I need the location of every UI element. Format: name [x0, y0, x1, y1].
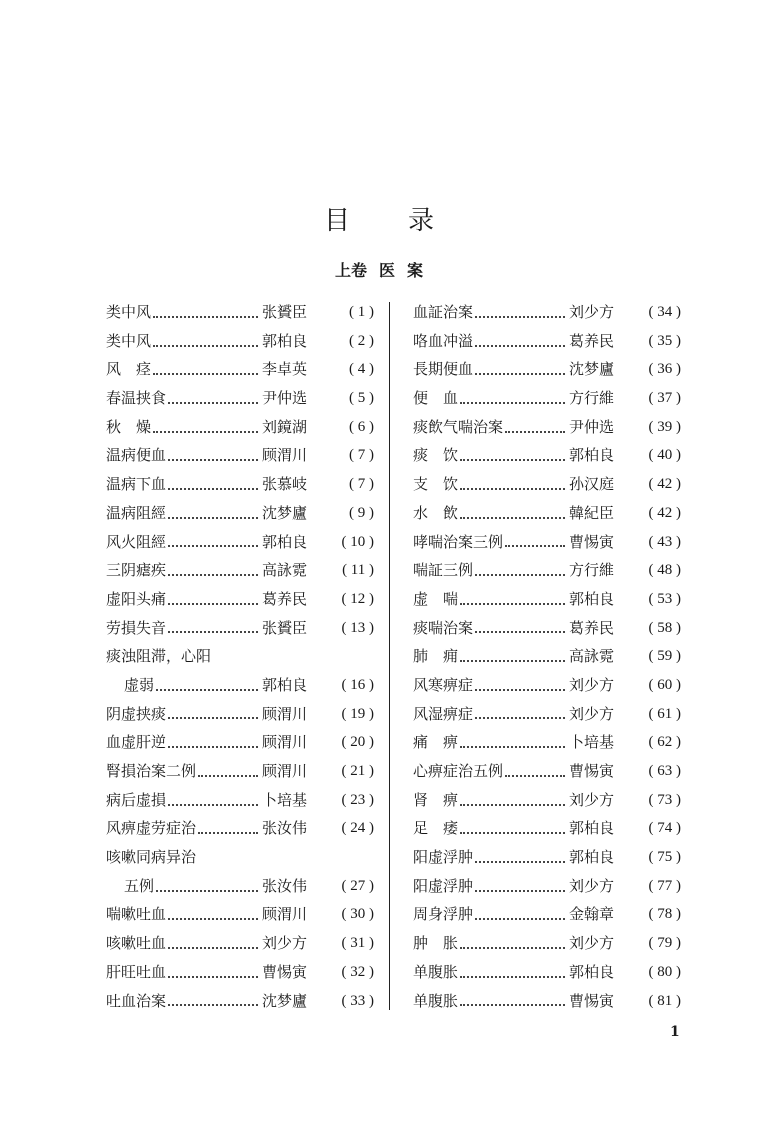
toc-entry-page: ( 30 )	[341, 906, 374, 923]
toc-entry[interactable]	[106, 470, 374, 499]
dot-leader	[156, 889, 258, 892]
toc-right-column	[413, 298, 681, 1015]
toc-entry-page: ( 27 )	[341, 877, 374, 894]
dot-leader	[168, 458, 258, 461]
toc-entry-author: 张贇臣	[262, 618, 308, 637]
toc-entry-title: 五例	[124, 876, 155, 895]
toc-entry-title: 痰浊阻滞，心阳	[106, 647, 212, 666]
section-word-2: 案	[407, 261, 424, 280]
toc-entry-author: 沈梦廬	[262, 991, 308, 1010]
toc-entry[interactable]	[413, 499, 681, 528]
toc-entry-title: 温病阻經	[106, 503, 167, 522]
toc-entry[interactable]	[413, 786, 681, 815]
dot-leader	[460, 946, 565, 949]
dot-leader	[505, 544, 565, 547]
dot-leader	[460, 516, 565, 519]
toc-entry[interactable]	[106, 872, 374, 901]
toc-entry-page: ( 36 )	[648, 361, 681, 378]
toc-entry-author: 曹惕寅	[569, 991, 615, 1010]
toc-entry[interactable]	[413, 556, 681, 585]
dot-leader	[198, 774, 258, 777]
toc-entry-page: ( 39 )	[648, 418, 681, 435]
toc-entry-title: 腎損治案二例	[106, 762, 197, 780]
toc-entry-author: 金翰章	[569, 905, 615, 924]
dot-leader	[475, 889, 565, 892]
toc-entry-author: 方行維	[569, 561, 615, 580]
toc-entry-page: ( 74 )	[648, 820, 681, 837]
toc-entry-page: ( 4 )	[349, 361, 374, 378]
toc-entry-title: 阴虚挟痰	[106, 704, 167, 723]
dot-leader	[460, 487, 565, 490]
dot-leader	[475, 344, 565, 347]
toc-entry[interactable]	[413, 642, 681, 671]
toc-entry[interactable]	[413, 728, 681, 757]
toc-entry-page: ( 10 )	[341, 533, 374, 550]
toc-entry[interactable]	[106, 786, 374, 815]
page-title	[0, 200, 758, 237]
toc-entry[interactable]	[106, 384, 374, 413]
toc-entry-title: 喘証三例	[413, 561, 474, 580]
section-volume: 上卷	[334, 261, 367, 280]
toc-entry-title: 单腹胀	[413, 991, 459, 1010]
toc-entry-title: 劳損失音	[106, 618, 167, 637]
toc-entry[interactable]	[106, 642, 374, 671]
toc-entry[interactable]	[413, 528, 681, 557]
toc-entry-author: 郭柏良	[569, 848, 615, 867]
toc-entry-title: 便 血	[413, 389, 459, 408]
dot-leader	[475, 372, 565, 375]
toc-entry[interactable]	[413, 614, 681, 643]
toc-entry-author: 郭柏良	[569, 819, 615, 838]
toc-entry-title: 血証治案	[413, 303, 474, 321]
toc-entry-author: 刘少方	[569, 303, 615, 321]
toc-entry-author: 高詠霓	[569, 647, 615, 666]
toc-entry-page: ( 40 )	[648, 447, 681, 464]
toc-entry-title: 咯血冲溢	[413, 331, 474, 350]
toc-entry-title: 虚弱	[124, 675, 155, 694]
toc-entry-title: 风寒痹症	[413, 675, 474, 694]
toc-entry-page: ( 60 )	[648, 676, 681, 693]
toc-entry[interactable]	[413, 872, 681, 901]
toc-entry-title: 三阴瘧疾	[106, 561, 167, 580]
toc-entry[interactable]	[106, 958, 374, 987]
toc-entry-title: 足 痿	[413, 819, 459, 838]
toc-entry[interactable]	[106, 900, 374, 929]
toc-entry-page: ( 33 )	[341, 992, 374, 1009]
dot-leader	[460, 401, 565, 404]
section-word-1: 医	[378, 261, 395, 280]
toc-entry-author: 刘少方	[569, 790, 615, 809]
dot-leader	[168, 487, 258, 490]
toc-entry-page: ( 63 )	[648, 763, 681, 779]
toc-entry-page: ( 59 )	[648, 648, 681, 665]
toc-entry[interactable]	[106, 413, 374, 442]
toc-entry-author: 郭柏良	[569, 446, 615, 465]
dot-leader	[460, 803, 565, 806]
toc-entry-title: 痰喘治案	[413, 618, 474, 637]
toc-entry-title: 肝旺吐血	[106, 962, 167, 981]
dot-leader	[168, 602, 258, 605]
toc-entry-title: 温病便血	[106, 446, 167, 465]
toc-entry-author: 张汝伟	[262, 819, 308, 838]
toc-entry-title: 阳虚浮肿	[413, 848, 474, 867]
toc-entry-author: 刘少方	[569, 704, 615, 723]
toc-entry[interactable]	[413, 327, 681, 356]
toc-entry-title: 喘嗽吐血	[106, 905, 167, 924]
toc-entry-author: 郭柏良	[262, 331, 308, 350]
toc-entry-page: ( 81 )	[648, 992, 681, 1009]
dot-leader	[475, 688, 565, 691]
dot-leader	[156, 688, 258, 691]
page-number: 1	[670, 1024, 680, 1040]
toc-entry[interactable]	[106, 499, 374, 528]
toc-entry[interactable]	[106, 327, 374, 356]
toc-entry-page: ( 48 )	[648, 562, 681, 579]
toc-entry[interactable]	[106, 585, 374, 614]
toc-entry[interactable]	[413, 413, 681, 442]
toc-entry-author: 方行維	[569, 389, 615, 408]
toc-entry[interactable]	[106, 929, 374, 958]
toc-entry-author: 郭柏良	[262, 675, 308, 694]
toc-entry-page: ( 79 )	[648, 935, 681, 952]
toc-entry[interactable]	[413, 671, 681, 700]
toc-entry-author: 卜培基	[262, 790, 308, 809]
toc-entry-title: 咳嗽吐血	[106, 934, 167, 953]
toc-entry-page: ( 61 )	[648, 705, 681, 722]
dot-leader	[198, 831, 258, 834]
dot-leader	[168, 745, 258, 748]
dot-leader	[475, 315, 565, 318]
toc-entry-page: ( 13 )	[341, 619, 374, 636]
toc-entry-author: 郭柏良	[262, 532, 308, 551]
dot-leader	[460, 831, 565, 834]
toc-left-column	[106, 298, 374, 1015]
toc-entry[interactable]	[413, 900, 681, 929]
dot-leader	[475, 630, 565, 633]
toc-entry-author: 尹仲选	[262, 389, 308, 408]
toc-entry[interactable]	[106, 757, 374, 786]
toc-entry-title: 病后虚損	[106, 790, 167, 809]
toc-entry-title: 哮喘治案三例	[413, 532, 504, 551]
toc-entry[interactable]	[106, 700, 374, 729]
toc-entry[interactable]	[106, 528, 374, 557]
toc-entry-title: 血虚肝逆	[106, 733, 167, 752]
toc-entry[interactable]	[106, 298, 374, 327]
title-char-2: 录	[408, 206, 435, 236]
toc-entry-author: 刘少方	[262, 934, 308, 953]
toc-entry-page: ( 5 )	[349, 390, 374, 407]
toc-entry-page: ( 19 )	[341, 705, 374, 722]
toc-entry[interactable]	[413, 298, 681, 327]
dot-leader	[168, 946, 258, 949]
toc-entry[interactable]	[106, 987, 374, 1016]
toc-entry-title: 咳嗽同病异治	[106, 848, 197, 867]
dot-leader	[168, 544, 258, 547]
toc-entry-page: ( 75 )	[648, 849, 681, 866]
toc-entry-title: 肿 胀	[413, 934, 459, 953]
toc-entry-page: ( 1 )	[349, 304, 374, 320]
toc-entry-page: ( 42 )	[648, 476, 681, 493]
dot-leader	[168, 401, 258, 404]
dot-leader	[475, 917, 565, 920]
toc-entry[interactable]	[413, 470, 681, 499]
dot-leader	[505, 774, 565, 777]
toc-entry[interactable]	[413, 585, 681, 614]
toc-entry-author: 顾渭川	[262, 704, 308, 723]
title-char-1: 目	[323, 206, 350, 236]
dot-leader	[460, 602, 565, 605]
dot-leader	[475, 860, 565, 863]
toc-entry-page: ( 43 )	[648, 533, 681, 550]
dot-leader	[460, 458, 565, 461]
toc-entry-page: ( 7 )	[349, 476, 374, 493]
toc-entry[interactable]	[106, 355, 374, 384]
dot-leader	[153, 430, 258, 433]
toc-entry-page: ( 24 )	[341, 820, 374, 837]
dot-leader	[168, 917, 258, 920]
dot-leader	[460, 975, 565, 978]
toc-entry-title: 周身浮肿	[413, 905, 474, 924]
toc-entry[interactable]	[106, 843, 374, 872]
toc-entry-author: 曹惕寅	[569, 762, 615, 780]
toc-entry-author: 顾渭川	[262, 733, 308, 752]
dot-leader	[168, 1003, 258, 1006]
toc-entry-author: 张贇臣	[262, 303, 308, 321]
toc-entry-page: ( 80 )	[648, 963, 681, 980]
toc-entry-page: ( 37 )	[648, 390, 681, 407]
toc-entry[interactable]	[413, 814, 681, 843]
section-title	[0, 258, 758, 281]
dot-leader	[460, 745, 565, 748]
toc-entry-author: 卜培基	[569, 733, 615, 752]
toc-entry-page: ( 11 )	[342, 562, 374, 579]
toc-entry-page: ( 58 )	[648, 619, 681, 636]
toc-entry-author: 刘鏡湖	[262, 417, 308, 436]
toc-entry-title: 支 饮	[413, 475, 459, 494]
toc-entry-page: ( 7 )	[349, 447, 374, 464]
toc-entry-page: ( 32 )	[341, 963, 374, 980]
toc-entry[interactable]	[106, 556, 374, 585]
toc-entry-page: ( 78 )	[648, 906, 681, 923]
toc-entry-title: 肾 痹	[413, 790, 459, 809]
toc-entry-page: ( 35 )	[648, 332, 681, 349]
toc-entry-author: 张汝伟	[262, 876, 308, 895]
toc-entry[interactable]	[106, 728, 374, 757]
toc-entry[interactable]	[106, 614, 374, 643]
toc-entry-page: ( 9 )	[349, 504, 374, 521]
dot-leader	[168, 803, 258, 806]
toc-entry-page: ( 77 )	[648, 877, 681, 894]
dot-leader	[460, 659, 565, 662]
toc-entry-page: ( 62 )	[648, 734, 681, 751]
toc-entry[interactable]	[413, 843, 681, 872]
toc-entry-page: ( 42 )	[648, 504, 681, 521]
toc-entry-title: 类中风	[106, 303, 152, 321]
toc-entry-author: 韓紀臣	[569, 503, 615, 522]
toc-entry-page: ( 73 )	[648, 791, 681, 808]
toc-entry-author: 顾渭川	[262, 762, 308, 780]
toc-entry-title: 单腹胀	[413, 962, 459, 981]
dot-leader	[153, 315, 258, 318]
toc-entry-page: ( 16 )	[341, 676, 374, 693]
toc-entry[interactable]	[413, 700, 681, 729]
toc-entry[interactable]	[106, 814, 374, 843]
toc-entry-title: 肺 痈	[413, 647, 459, 666]
toc-entry-title: 类中风	[106, 331, 152, 350]
toc-entry-title: 阳虚浮肿	[413, 876, 474, 895]
toc-entry-title: 风火阻經	[106, 532, 167, 551]
dot-leader	[153, 344, 258, 347]
toc-entry-title: 风 痉	[106, 360, 152, 379]
toc-entry-page: ( 12 )	[341, 590, 374, 607]
toc-entry-author: 沈梦廬	[262, 503, 308, 522]
dot-leader	[460, 1003, 565, 1006]
toc-entry-author: 沈梦廬	[569, 360, 615, 379]
toc-entry-title: 春温挟食	[106, 389, 167, 408]
toc-entry-title: 長期便血	[413, 360, 474, 379]
toc-entry-author: 刘少方	[569, 675, 615, 694]
toc-entry-title: 吐血治案	[106, 991, 167, 1010]
toc-entry-title: 痛 痹	[413, 733, 459, 752]
dot-leader	[505, 430, 565, 433]
toc-entry[interactable]	[413, 355, 681, 384]
toc-entry-page: ( 31 )	[341, 935, 374, 952]
toc-entry-title: 风痹虚劳症治	[106, 819, 197, 838]
toc-entry[interactable]	[413, 757, 681, 786]
toc-entry-author: 曹惕寅	[262, 962, 308, 981]
toc-entry-page: ( 21 )	[341, 763, 374, 779]
toc-entry-author: 尹仲选	[569, 417, 615, 436]
dot-leader	[168, 516, 258, 519]
toc-entry-author: 葛养民	[569, 618, 615, 637]
toc-entry-title: 秋 燥	[106, 417, 152, 436]
toc-entry-author: 郭柏良	[569, 589, 615, 608]
toc-entry-author: 刘少方	[569, 876, 615, 895]
toc-entry-title: 水 飲	[413, 503, 459, 522]
toc-entry-author: 顾渭川	[262, 446, 308, 465]
dot-leader	[475, 716, 565, 719]
toc-entry-author: 李卓英	[262, 360, 308, 379]
toc-entry-title: 痰飲气喘治案	[413, 417, 504, 436]
toc-entry-title: 心痹症治五例	[413, 762, 504, 780]
toc-entry-title: 痰 饮	[413, 446, 459, 465]
toc-entry-author: 曹惕寅	[569, 532, 615, 551]
toc-entry[interactable]	[413, 958, 681, 987]
toc-entry-page: ( 53 )	[648, 590, 681, 607]
toc-entry-author: 高詠霓	[262, 561, 308, 580]
toc-entry-title: 虚阳头痛	[106, 589, 167, 608]
toc-entry-title: 温病下血	[106, 475, 167, 494]
toc-entry[interactable]	[413, 384, 681, 413]
toc-entry-author: 刘少方	[569, 934, 615, 953]
toc-entry-page: ( 23 )	[341, 791, 374, 808]
toc-entry-author: 张慕岐	[262, 475, 308, 494]
toc-entry-page: ( 20 )	[341, 734, 374, 751]
toc-entry-page: ( 34 )	[648, 304, 681, 320]
column-divider	[389, 302, 390, 1010]
dot-leader	[475, 573, 565, 576]
dot-leader	[153, 372, 258, 375]
dot-leader	[168, 716, 258, 719]
toc-entry-page: ( 6 )	[349, 418, 374, 435]
toc-entry[interactable]	[106, 441, 374, 470]
dot-leader	[168, 630, 258, 633]
toc-entry[interactable]	[106, 671, 374, 700]
toc-entry-page: ( 2 )	[349, 332, 374, 349]
toc-entry-author: 孙汉庭	[569, 475, 615, 494]
dot-leader	[168, 975, 258, 978]
toc-entry[interactable]	[413, 441, 681, 470]
toc-entry-author: 葛养民	[569, 331, 615, 350]
toc-entry-author: 葛养民	[262, 589, 308, 608]
toc-entry-author: 郭柏良	[569, 962, 615, 981]
toc-entry-title: 风湿痹症	[413, 704, 474, 723]
dot-leader	[168, 573, 258, 576]
toc-entry[interactable]	[413, 929, 681, 958]
toc-entry-author: 顾渭川	[262, 905, 308, 924]
toc-entry-title: 虚 喘	[413, 589, 459, 608]
toc-entry[interactable]	[413, 987, 681, 1016]
